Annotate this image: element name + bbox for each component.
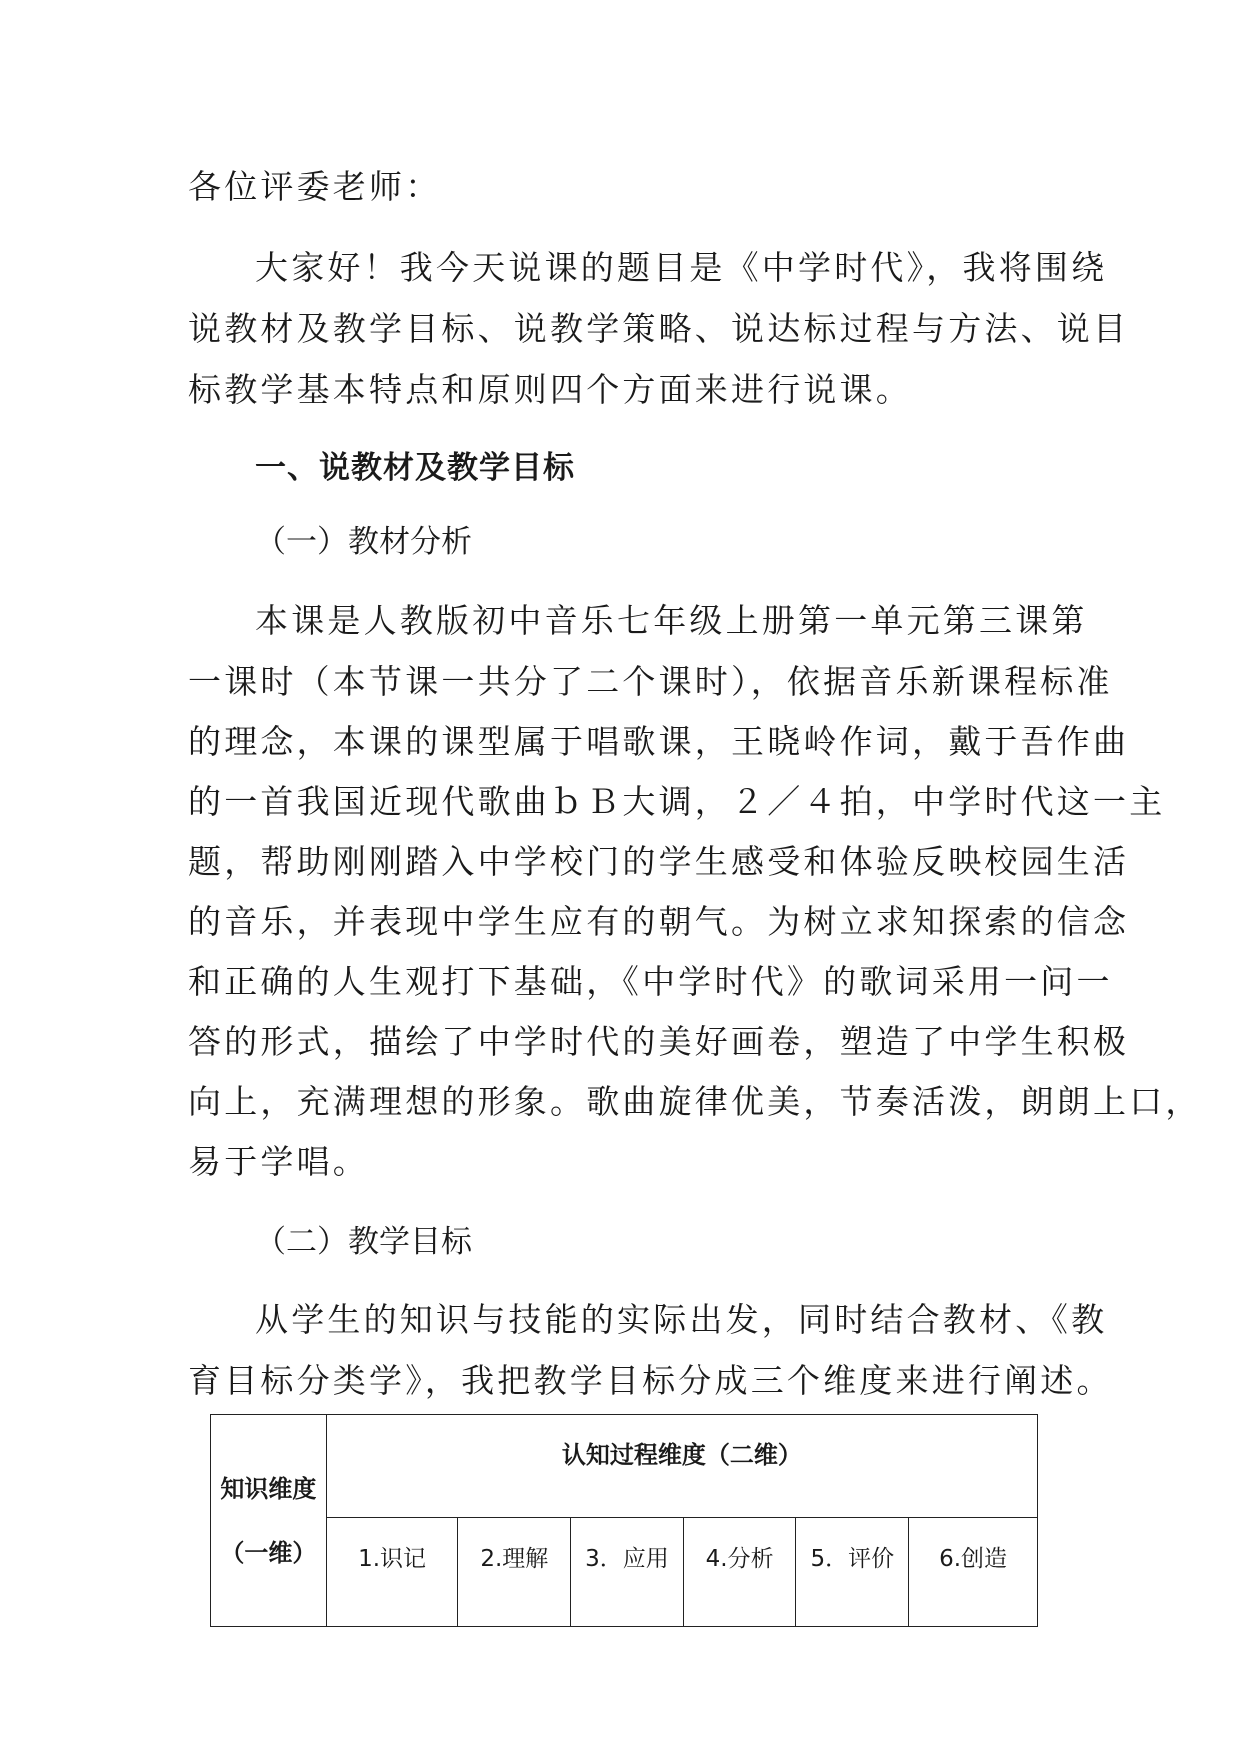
paragraph-line: 的一首我国近现代歌曲ｂＢ大调，２／４拍，中学时代这一主 (188, 782, 1166, 821)
paragraph-line: 向上，充满理想的形象。歌曲旋律优美，节奏活泼，朗朗上口， (188, 1082, 1202, 1121)
paragraph-line: 从学生的知识与技能的实际出发，同时结合教材、《教 (255, 1300, 1108, 1339)
paragraph-line: 易于学唱。 (188, 1142, 369, 1181)
process-cell: 1.识记 (326, 1518, 458, 1627)
paragraph-line: 的音乐，并表现中学生应有的朝气。为树立求知探索的信念 (188, 902, 1130, 941)
knowledge-dimension-label: 知识维度 (220, 1474, 317, 1503)
process-cell: 6.创造 (909, 1518, 1038, 1627)
section-heading: 一、说教材及教学目标 (255, 450, 575, 486)
objectives-table (210, 1414, 1038, 1627)
subsection-heading: （一）教材分析 (255, 524, 472, 560)
paragraph-line: 和正确的人生观打下基础，《中学时代》的歌词采用一问一 (188, 962, 1113, 1001)
knowledge-dimension-sublabel: （一维） (220, 1538, 317, 1567)
process-cell: 3．应用 (571, 1518, 684, 1627)
paragraph-line: 题，帮助刚刚踏入中学校门的学生感受和体验反映校园生活 (188, 842, 1130, 881)
paragraph-line: 答的形式，描绘了中学时代的美好画卷，塑造了中学生积极 (188, 1022, 1130, 1061)
subsection-heading: （二）教学目标 (255, 1224, 472, 1260)
process-dimension-header: 认知过程维度（二维） (326, 1415, 1037, 1518)
knowledge-dimension-cell (211, 1415, 327, 1627)
intro-line: 标教学基本特点和原则四个方面来进行说课。 (188, 370, 912, 409)
process-cell: 5．评价 (796, 1518, 909, 1627)
paragraph-line: 一课时（本节课一共分了二个课时），依据音乐新课程标准 (188, 662, 1113, 701)
intro-line: 说教材及教学目标、说教学策略、说达标过程与方法、说目 (188, 309, 1130, 348)
process-cell: 4.分析 (683, 1518, 796, 1627)
paragraph-line: 育目标分类学》，我把教学目标分成三个维度来进行阐述。 (188, 1361, 1113, 1400)
paragraph-line: 的理念，本课的课型属于唱歌课，王晓岭作词，戴于吾作曲 (188, 722, 1130, 761)
intro-line: 大家好！我今天说课的题目是《中学时代》，我将围绕 (255, 248, 1108, 287)
greeting: 各位评委老师： (188, 167, 442, 206)
process-cell: 2.理解 (458, 1518, 571, 1627)
paragraph-line: 本课是人教版初中音乐七年级上册第一单元第三课第 (255, 601, 1088, 640)
